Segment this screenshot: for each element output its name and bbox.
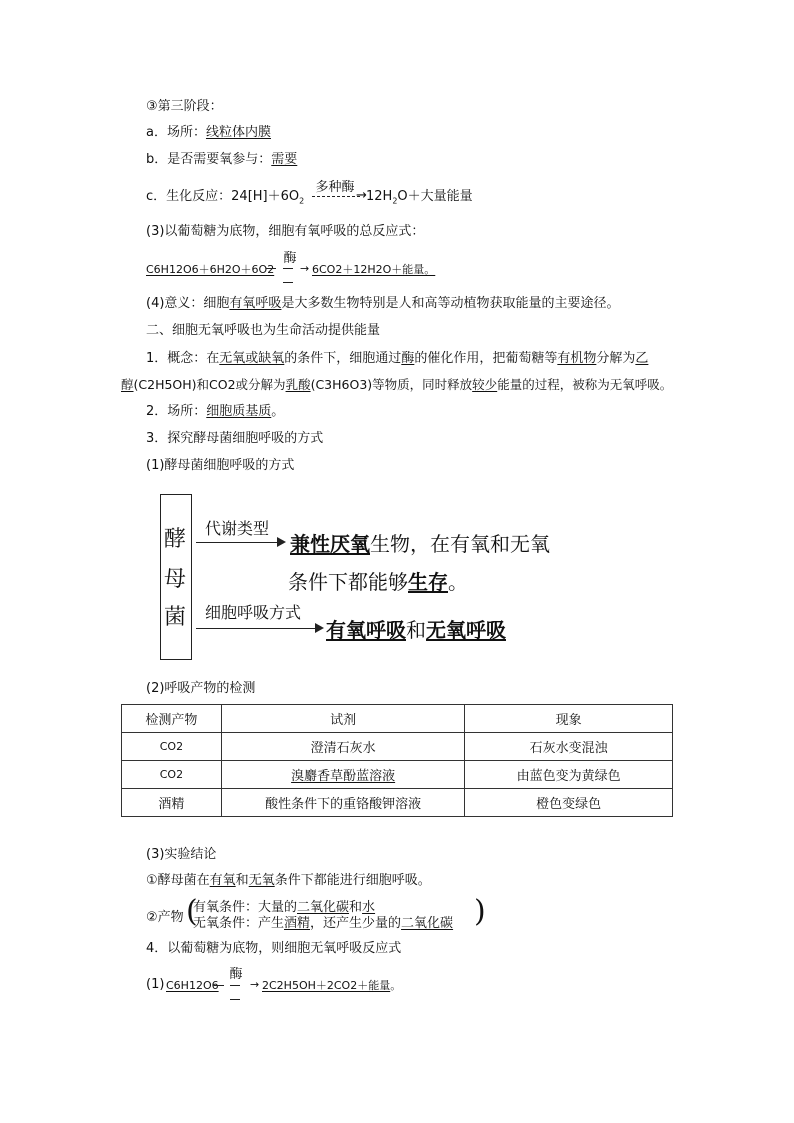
arrow2-head [315, 623, 324, 633]
table-cell-text: 溴麝香草酚蓝溶液 [291, 769, 396, 784]
stage3-reaction-arrow [312, 196, 360, 197]
explore-heading: 3．探究酵母菌细胞呼吸的方式 [146, 431, 324, 446]
explore-subheading: (1)酵母菌细胞呼吸的方式 [146, 458, 295, 473]
table-cell [465, 733, 673, 761]
anaerobic-rhs: 2C2H5OH＋2CO2＋能量 [262, 979, 391, 992]
stage3-products [366, 188, 473, 206]
concept-1: 1．概念：在 [146, 351, 220, 366]
table-cell: CO2 [122, 733, 222, 761]
aerobic-total-title: (3)以葡萄糖为底物，细胞有氧呼吸的总反应式： [146, 224, 425, 239]
stage3-a [146, 124, 271, 142]
cond1-u2: 水 [362, 900, 376, 915]
concept-u4: 乙 [635, 351, 649, 366]
concept-line2-u2: 乳酸 [285, 377, 311, 392]
place [146, 403, 284, 421]
concept-2: 的条件下，细胞通过 [284, 351, 402, 366]
table-cell: 由蓝色变为黄绿色 [465, 761, 673, 789]
conclusion-cond2 [193, 915, 453, 933]
conclusion-item1-u2: 无氧 [248, 873, 275, 888]
eq-bar-5 [230, 985, 240, 986]
section2-heading: 二、细胞无氧呼吸也为生命活动提供能量 [146, 323, 381, 338]
table-row [122, 761, 673, 789]
place-label: 2．场所： [146, 404, 207, 419]
conclusion-item1-a: ①酵母菌在 [146, 873, 210, 888]
detection-title: (2)呼吸产物的检测 [146, 681, 256, 696]
diagram-line1-rest: 生物，在有氧和无氧 [370, 532, 550, 556]
conclusion-item1-b: 条件下都能进行细胞呼吸。 [274, 873, 431, 888]
arrow2-label: 细胞呼吸方式 [205, 603, 302, 622]
anaerobic-arrowhead: → [250, 978, 260, 991]
conclusion-title: (3)实验结论 [146, 847, 217, 862]
yeast-char-3: 菌 [163, 605, 186, 630]
anaerobic-prefix: (1) [146, 977, 165, 992]
aerobic-arrowhead: → [300, 262, 310, 275]
cond2-b: ，还产生少量的 [310, 916, 402, 931]
stage3-prod-sub: 2 [392, 196, 398, 206]
arrow1-label: 代谢类型 [205, 519, 270, 538]
place-end: 。 [271, 404, 285, 419]
concept-line2-u: 醇 [121, 377, 134, 392]
conclusion-item1-u1: 有氧 [209, 873, 236, 888]
table-header: 检测产物 [122, 705, 222, 733]
diagram-line2-end: 。 [448, 570, 468, 594]
stage3-c-sub: 2 [299, 196, 305, 206]
anaerobic-rhs-wrap [262, 977, 401, 995]
diagram-res-mid: 和 [406, 618, 426, 642]
aerobic-total-rhs: 6CO2＋12H2O＋能量。 [312, 263, 436, 276]
concept-u2: 酶 [401, 351, 415, 366]
eq-bar-2 [283, 268, 293, 269]
stage3-prod-b: O＋大量能量 [397, 189, 473, 204]
table-row [122, 789, 673, 817]
table-cell-text: 石灰水变混浊 [529, 741, 608, 756]
table-header: 现象 [465, 705, 673, 733]
eq-bar-1 [266, 268, 276, 269]
stage3-a-label: a．场所： [146, 125, 206, 140]
table-header-row [122, 705, 673, 733]
diagram-line1 [290, 528, 550, 557]
right-brace: ) [474, 894, 486, 929]
significance-prefix: (4)意义：细胞 [146, 296, 230, 311]
stage3-title: ③第三阶段： [146, 99, 223, 114]
stage3-b [146, 151, 297, 169]
table-header: 试剂 [221, 705, 465, 733]
stage3-c [146, 188, 304, 206]
place-value: 细胞质基质 [206, 404, 272, 419]
anaerobic-lhs: C6H12O6 [166, 979, 219, 992]
arrow1-line [196, 542, 278, 543]
stage3-b-label: b．是否需要氧参与： [146, 152, 272, 167]
anaerobic-title: 4．以葡萄糖为底物，则细胞无氧呼吸反应式 [146, 941, 402, 956]
stage3-c-label: c．生化反应：24[H]＋6O [146, 189, 300, 204]
eq-bar-3 [283, 282, 293, 283]
aerobic-total-enzyme: 酶 [283, 251, 297, 266]
table-cell: 橙色变绿色 [465, 789, 673, 817]
concept-line2-u3: 较少 [472, 377, 498, 392]
concept-line1 [146, 350, 648, 368]
stage3-arrowhead: → [356, 188, 367, 203]
eq-bar-6 [230, 999, 240, 1000]
conclusion-item1 [146, 872, 431, 890]
significance-key: 有氧呼吸 [229, 296, 282, 311]
table-cell: CO2 [122, 761, 222, 789]
concept-line2-b: (C3H6O3)等物质，同时释放 [310, 377, 473, 392]
arrow1-head [277, 537, 286, 547]
significance-rest: 是大多数生物特别是人和高等动植物获取能量的主要途径。 [281, 296, 620, 311]
left-brace: ( [186, 894, 198, 929]
diagram-line2-a: 条件下都能够 [288, 570, 408, 594]
diagram-res-b: 无氧呼吸 [426, 618, 506, 642]
eq-bar-4 [214, 985, 224, 986]
concept-line2 [121, 376, 672, 394]
stage3-prod-a: 12H [366, 189, 393, 204]
cond1-a: 有氧条件：大量的 [193, 900, 298, 915]
anaerobic-end: 。 [390, 979, 402, 992]
arrow2-line [196, 628, 316, 629]
diagram-line1-bold: 兼性厌氧 [290, 532, 370, 556]
stage3-b-value: 需要 [271, 152, 298, 167]
yeast-respiration-diagram [160, 494, 580, 662]
conclusion-item1-mid: 和 [235, 873, 249, 888]
concept-line2-a: (C2H5OH)和CO2或分解为 [133, 377, 286, 392]
detection-table [121, 704, 673, 817]
table-cell [221, 761, 465, 789]
concept-3: 的催化作用，把葡萄糖等 [414, 351, 558, 366]
diagram-line2 [288, 566, 468, 595]
diagram-res-a: 有氧呼吸 [326, 618, 406, 642]
yeast-char-1: 酵 [163, 527, 186, 552]
concept-line2-c: 能量的过程，被称为无氧呼吸。 [497, 377, 673, 392]
table-cell: 酸性条件下的重铬酸钾溶液 [221, 789, 465, 817]
aerobic-total-lhs: C6H12O6＋6H2O＋6O2 [146, 263, 275, 276]
yeast-char-2: 母 [163, 567, 186, 592]
concept-u3: 有机物 [557, 351, 597, 366]
concept-u1: 无氧或缺氧 [219, 351, 285, 366]
anaerobic-enzyme: 酶 [229, 967, 243, 982]
stage3-a-value: 线粒体内膜 [205, 125, 271, 140]
stage3-enzyme: 多种酶 [315, 180, 355, 195]
diagram-line2-bold: 生存 [408, 570, 448, 594]
cond2-u2: 二氧化碳 [401, 916, 454, 931]
conclusion-item2-label: ②产物 [146, 910, 184, 925]
table-row [122, 733, 673, 761]
diagram-result [326, 614, 506, 643]
significance [146, 295, 619, 313]
cond1-mid: 和 [349, 900, 363, 915]
table-cell: 酒精 [122, 789, 222, 817]
table-cell: 澄清石灰水 [221, 733, 465, 761]
cond2-u1: 酒精 [284, 916, 311, 931]
cond1-u1: 二氧化碳 [297, 900, 350, 915]
cond2-a: 无氧条件：产生 [193, 916, 285, 931]
concept-4: 分解为 [596, 351, 636, 366]
